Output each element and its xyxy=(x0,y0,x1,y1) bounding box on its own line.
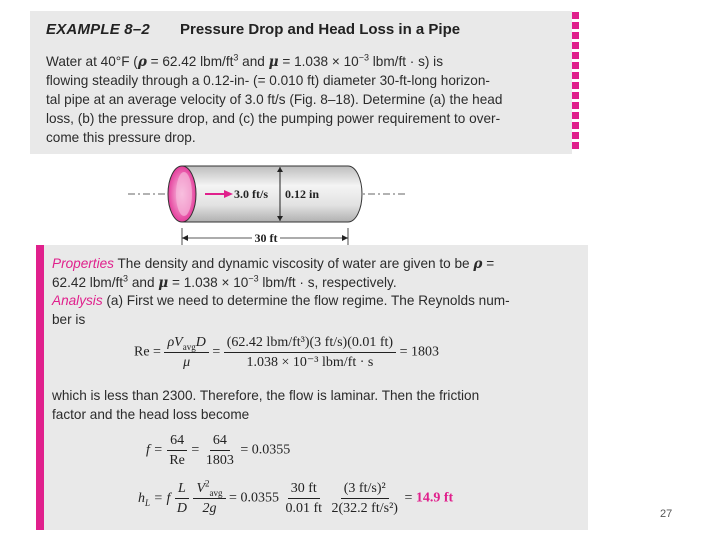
example-side-stripe xyxy=(572,12,579,152)
example-line-2: flowing steadily through a 0.12-in- (= 0.010 ft) diameter 30-ft-long horizon- xyxy=(46,73,490,88)
properties-keyword: Properties xyxy=(52,256,114,271)
properties-line-1: Properties The density and dynamic viscosity of water are given to be ρ = xyxy=(52,256,495,272)
example-label: EXAMPLE 8–2 xyxy=(46,21,150,38)
example-line-3: tal pipe at an average velocity of 3.0 ft/s (Fig. 8–18). Determine (a) the head xyxy=(46,92,503,107)
reynolds-result: = 1803 xyxy=(399,344,440,360)
properties-line-2: 62.42 lbm/$ft^3$ and $\mu = 1.038 \times 10^{-3}$ lbm/ft · s, respectively. xyxy=(52,273,397,291)
analysis-line-1: Analysis (a) First we need to determine the flow regime. The Reynolds num- xyxy=(52,293,510,308)
length-label: 30 ft xyxy=(254,231,278,245)
example-line-1: Water at 40°F (ρ = 62.42 lbm/$ft^3$ and $\mu = 1.038 \times 10^{-3}$ lbm/ft · s) is xyxy=(46,52,443,70)
reynolds-equation: Re = $\frac{\rho V_{avg}D}{\mu}$ = $\frac{\text{(62.42 lbm/ft³)(3 ft/s)(0.01 ft)}}{\text{1.038 × 10⁻³ lbm/ft · s}}$ = 1803 xyxy=(134,335,440,370)
example-line-5: come this pressure drop. xyxy=(46,130,196,145)
head-loss-result: 14.9 ft xyxy=(415,490,454,506)
example-title: Pressure Drop and Head Loss in a Pipe xyxy=(180,21,461,38)
diameter-label: 0.12 in xyxy=(285,187,320,201)
body-line-1: which is less than 2300. Therefore, the flow is laminar. Then the friction xyxy=(52,388,480,403)
body-line-2: factor and the head loss become xyxy=(52,407,250,422)
friction-factor-equation: f = $\frac{64}{Re}$ = $\frac{64}{1803}$ = 0.0355 xyxy=(146,433,291,468)
friction-factor-result: = 0.0355 xyxy=(240,442,291,458)
head-loss-equation: $h_L = f$ $\frac{L}{D}$ $\frac{V^2_{avg}}{2g}$ = 0.0355 $\frac{30 ft}{0.01 ft}$ $\frac{\text{(3 ft/s)²}}{\text{2(32.2 ft/s²)}}$ = 14.9 ft xyxy=(138,478,454,516)
page-number: 27 xyxy=(660,508,673,520)
reynolds-symbolic-fraction: $\frac{\rho V_{avg}D}{\mu}$ xyxy=(164,334,208,371)
solution-side-bar xyxy=(36,245,44,530)
velocity-label: 3.0 ft/s xyxy=(234,187,268,201)
analysis-line-2: ber is xyxy=(52,312,86,327)
pipe-figure xyxy=(120,158,420,250)
reynolds-numeric-fraction: $\frac{\text{(62.42 lbm/ft³)(3 ft/s)(0.01 ft)}}{\text{1.038 × 10⁻³ lbm/ft · s}}$ xyxy=(224,334,396,371)
example-line-4: loss, (b) the pressure drop, and (c) the pumping power requirement to over- xyxy=(46,111,501,126)
analysis-keyword: Analysis xyxy=(52,293,103,308)
